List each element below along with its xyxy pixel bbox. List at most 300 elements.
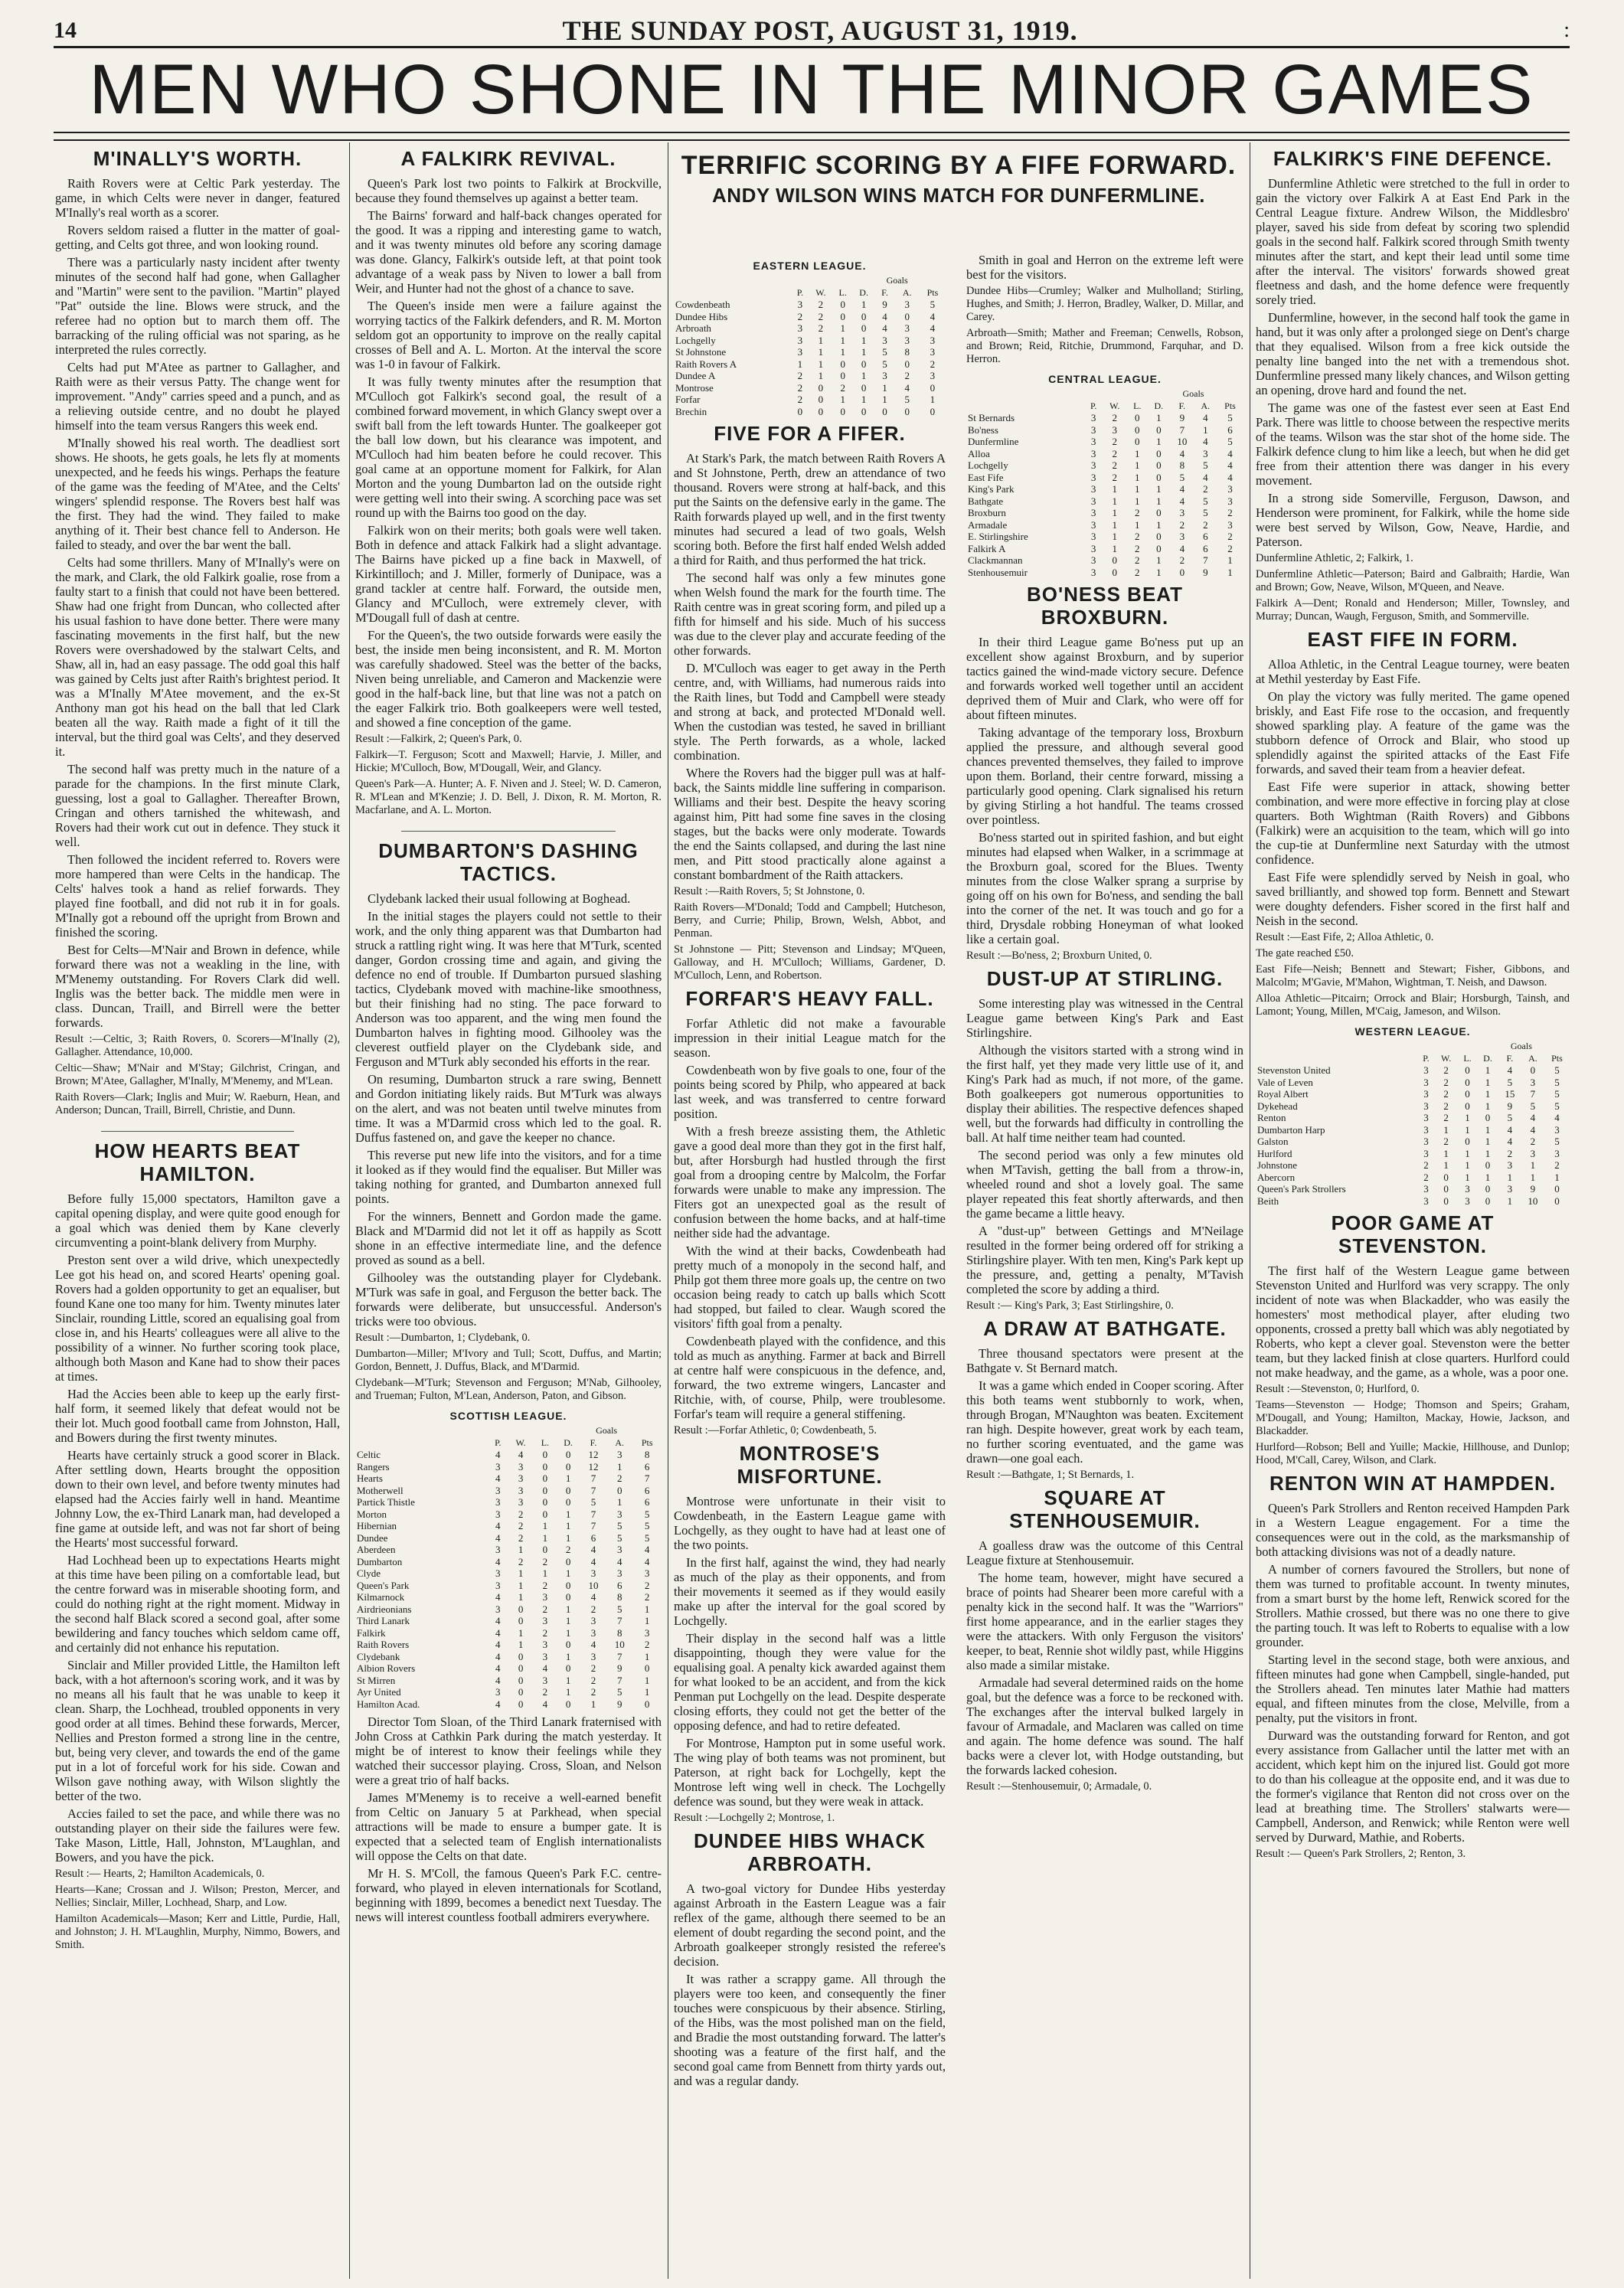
stat-cell: 2 — [1112, 436, 1118, 447]
table-goals-caption-row — [1256, 1041, 1570, 1053]
stat-cell: 3 — [518, 1472, 524, 1484]
stat-cell: 1 — [1485, 1136, 1491, 1147]
stat-cell: 1 — [1156, 566, 1162, 578]
stat-cell: 0 — [930, 381, 936, 394]
stat-cell: 0 — [840, 405, 845, 417]
league-table-title: WESTERN LEAGUE. — [1354, 1025, 1471, 1038]
stat-cell: 0 — [1112, 554, 1118, 566]
table-header-cell: D. — [1483, 1052, 1492, 1064]
stat-cell: 1 — [518, 1544, 524, 1555]
paragraph: On resuming, Dumbarton struck a rare swing, Bennett and Gordon initiating likely raids. But M'Turk was always on the alert, and was not beaten until twelve minutes from time. It was a M'Darmid cross which led to the goal. R. Duffus fastened on, and gave the keeper no chance. — [355, 1072, 662, 1145]
gate-note: The gate reached £50. — [1256, 947, 1354, 959]
stat-cell: 6 — [1203, 542, 1208, 554]
stat-cell: 1 — [1112, 507, 1118, 518]
stat-cell: 4 — [1530, 1112, 1536, 1123]
team-lineup: Dundee Hibs—Crumley; Walker and Mulholland; Stirling, Hughes, and Smith; J. Herron, Bradley, Walker, D. Millar, and Carey. — [966, 285, 1243, 323]
table-row — [674, 394, 946, 406]
stat-cell: 0 — [565, 1496, 571, 1508]
stat-cell: 2 — [818, 322, 824, 334]
team-lineup: Alloa Athletic—Pitcairn; Orrock and Blair; Horsburgh, Tainsh, and Lamont; Young, Millen, M'Caig, Jameson, and Wilson. — [1256, 992, 1570, 1018]
stat-cell: 0 — [861, 405, 867, 417]
table-header-cell: F. — [1178, 400, 1186, 411]
stat-cell: 1 — [1485, 1171, 1491, 1183]
central-league-table — [966, 388, 1243, 578]
stat-cell: 5 — [590, 1496, 596, 1508]
paragraph: Had the Accies been able to keep up the early first-half form, it seemed likely that defeat would not be their lot. Much good football came from Johnston, Hall, and Bowers during the first twenty minutes. — [55, 1387, 340, 1445]
stat-cell: 1 — [840, 322, 845, 334]
stat-cell: 0 — [930, 405, 936, 417]
stat-cell: 4 — [495, 1639, 501, 1650]
match-result: Result :—Bo'ness, 2; Broxburn United, 0. — [966, 950, 1152, 962]
stat-cell: 1 — [565, 1615, 571, 1626]
table-row — [966, 472, 1243, 484]
table-row — [966, 554, 1243, 567]
stat-cell: 5 — [644, 1520, 650, 1531]
match-result: Result :— Queen's Park Strollers, 2; Renton, 3. — [1256, 1848, 1466, 1860]
team-name-cell: Hibernian — [357, 1520, 397, 1531]
stat-cell: 1 — [1465, 1147, 1470, 1159]
paragraph: Preston sent over a wild drive, which unexpectedly Lee got his head on, and scored Hearts' opening goal. Rovers had a golden opportunity to get an equaliser, but found Kane one too many for him. Twenty minutes later Sinclair, rounding Little, scored an equalising goal from close in, and his Hearts' colleagues were all alive to the possibility of a winner. No further scoring took place, although both Mason and Kane had to show their paces at times. — [55, 1253, 340, 1384]
stat-cell: 0 — [861, 358, 867, 370]
stat-cell: 4 — [495, 1650, 501, 1662]
table-header-cell: L. — [1463, 1052, 1472, 1064]
stat-cell: 5 — [1554, 1076, 1560, 1088]
stat-cell: 0 — [861, 322, 867, 334]
stat-cell: 7 — [590, 1472, 596, 1484]
table-row — [1256, 1148, 1570, 1160]
paragraph: It was rather a scrappy game. All through the players were too keen, and consequently the finer touches were conspicuous by their absence. Stirling, of the Hibs, was the most polished man on the field, and Bradie the most outstanding forward. The latter's shooting was a feature of the first half, and the second goal came from Bennett from thirty yards out, and was a regular dandy. — [674, 1972, 946, 2088]
stat-cell: 0 — [818, 405, 824, 417]
stat-cell: 1 — [1485, 1076, 1491, 1088]
column-divider — [349, 142, 350, 2279]
paragraph: Smith in goal and Herron on the extreme left were best for the visitors. — [966, 253, 1243, 282]
team-name-cell: Partick Thistle — [357, 1496, 415, 1508]
stat-cell: 1 — [818, 334, 824, 346]
table-blank-cell — [355, 1425, 580, 1437]
table-row — [1256, 1172, 1570, 1184]
stat-cell: 3 — [1090, 447, 1096, 459]
stat-cell: 1 — [1112, 518, 1118, 531]
stat-cell: 5 — [644, 1508, 650, 1520]
article-subheading: ANDY WILSON WINS MATCH FOR DUNFERMLINE. — [712, 184, 1205, 207]
table-row — [674, 382, 946, 394]
article-heading: A DRAW AT BATHGATE. — [983, 1317, 1227, 1340]
stat-cell: 2 — [1443, 1064, 1449, 1076]
paragraph: Dunfermline, however, in the second half took the game in hand, but it was only after a prolonged siege on Dent's charge that they equalised. Wilson from a free kick outside the penalty line banged into the net with a tremendous shot. Dunfermline pressed many likely chances, and Wilson getting an opening, drove hard and found the net. — [1256, 310, 1570, 397]
table-row — [674, 335, 946, 347]
team-name-cell: Renton — [1257, 1112, 1286, 1123]
stat-cell: 5 — [616, 1603, 622, 1615]
stat-cell: 10 — [588, 1579, 599, 1591]
table-goals-label: Goals — [1510, 1041, 1532, 1051]
table-header-cell: L. — [1133, 400, 1142, 411]
team-lineup: East Fife—Neish; Bennett and Stewart; Fisher, Gibbons, and Malcolm; M'Gavie, M'Mahon, Wightman, T. Neish, and Dawson. — [1256, 963, 1570, 989]
stat-cell: 0 — [565, 1449, 571, 1460]
team-lineup: Raith Rovers—M'Donald; Todd and Campbell; Hutcheson, Berry, and Currie; Philip, Brown, Welsh, Abbot, and Penman. — [674, 901, 946, 940]
paragraph: A "dust-up" between Gettings and M'Neilage resulted in the former being ordered off for striking a Stirlingshire player. With ten men, King's Park kept up the pressure, and, getting a penalty, M'Tavish completed the score by adding a third. — [966, 1224, 1243, 1296]
paragraph: At Stark's Park, the match between Raith Rovers A and St Johnstone, Perth, drew an attendance of two thousand. Rovers were strong at half-back, and this put the Saints on the defensive early in the game. The Raith forwards played up well, and in the first twenty minutes had secured a lead of two goals, Welsh scoring both. Before the first half ended Welsh added a third for Raith, and thus performed the hat trick. — [674, 451, 946, 567]
paragraph: Clydebank lacked their usual following at Boghead. — [368, 891, 631, 906]
stat-cell: 3 — [1423, 1123, 1429, 1136]
stat-cell: 3 — [616, 1544, 622, 1555]
paragraph: Rovers seldom raised a flutter in the matter of goal-getting, and Celts got three, and won looking round. — [55, 223, 340, 252]
paragraph: Celts had some thrillers. Many of M'Inally's were on the mark, and Clark, the old Falkirk goalie, rose from a faulty start to a finish that could not have been bettered. Shaw had one fright from Duncan, who collected after his usual fashion to have done better. There were many fascinating movements in the first half, but the new Rovers were overshadowed by the stalwart Celts, and Shaw, all in, had an easy passage. The odd goal this half was gained by Celts just after Raith's brightest period. It was a M'Inally M'Atee movement, and the ex-St Anthony man got his head on the ball that led Clark beaten all the way. Raith made a fight of it till the interval, but the third goal was Celts', and they deserved it. — [55, 555, 340, 759]
stat-cell: 4 — [542, 1662, 548, 1674]
stat-cell: 3 — [495, 1508, 501, 1520]
stat-cell: 3 — [1112, 423, 1118, 436]
stat-cell: 4 — [590, 1591, 596, 1603]
stat-cell: 3 — [797, 322, 803, 334]
stat-cell: 2 — [1179, 518, 1185, 531]
stat-cell: 3 — [644, 1567, 650, 1579]
stat-cell: 2 — [590, 1603, 596, 1615]
match-result: Result :— King's Park, 3; East Stirlingshire, 0. — [966, 1299, 1174, 1312]
stat-cell: 1 — [1485, 1100, 1491, 1112]
table-goals-caption-row — [355, 1425, 662, 1437]
stat-cell: 0 — [840, 358, 845, 370]
paragraph: Queen's Park Strollers and Renton received Hampden Park in a Western League engagement. For a time the consequences were out in the cold, as the marksmanship of both attacking divisions was not of a deadly nature. — [1256, 1501, 1570, 1559]
stat-cell: 1 — [1443, 1159, 1449, 1171]
stat-cell: 0 — [904, 310, 910, 322]
stat-cell: 2 — [518, 1508, 524, 1520]
stat-cell: 3 — [1203, 447, 1208, 459]
table-header-cell: A. — [615, 1437, 625, 1448]
stat-cell: 4 — [1179, 495, 1185, 507]
stat-cell: 5 — [1554, 1100, 1560, 1112]
stat-cell: 0 — [1156, 459, 1162, 471]
stat-cell: 3 — [797, 334, 803, 346]
stat-cell: 1 — [1507, 1171, 1513, 1183]
stat-cell: 4 — [590, 1639, 596, 1650]
stat-cell: 3 — [1423, 1183, 1429, 1195]
stat-cell: 1 — [1485, 1147, 1491, 1159]
stat-cell: 3 — [1090, 483, 1096, 495]
stat-cell: 3 — [882, 334, 887, 346]
stat-cell: 4 — [616, 1555, 622, 1567]
paragraph: The game was one of the fastest ever seen at East End Park. There was little to choose between the respective merits of the teams. Wilson was the star shot of the home side. The Falkirk defence clung to him like a leech, but when he did get free from their attention there was danger in his every movement. — [1256, 400, 1570, 488]
table-row — [1256, 1183, 1570, 1195]
paragraph: Best for Celts—M'Nair and Brown in defence, while forward there was not a weakling in the line, with M'Menemy outstanding. For Rovers Clark did well. Inglis was the better back. The middle men were in class. Duncan, Traill, and Birrell were the better forwards. — [55, 943, 340, 1030]
stat-cell: 7 — [616, 1615, 622, 1626]
table-goals-label: Goals — [1182, 388, 1204, 399]
stat-cell: 2 — [644, 1639, 650, 1650]
table-row — [355, 1603, 662, 1616]
stat-cell: 1 — [1156, 412, 1162, 423]
stat-cell: 4 — [882, 322, 887, 334]
stat-cell: 3 — [1507, 1183, 1513, 1195]
stat-cell: 7 — [1179, 423, 1185, 436]
match-result: Result :—Falkirk, 2; Queen's Park, 0. — [355, 733, 522, 745]
table-row — [674, 346, 946, 358]
stat-cell: 3 — [1423, 1088, 1429, 1100]
stat-cell: 7 — [590, 1484, 596, 1496]
stat-cell: 2 — [1554, 1159, 1560, 1171]
stat-cell: 3 — [542, 1650, 548, 1662]
stat-cell: 0 — [1485, 1183, 1491, 1195]
stat-cell: 9 — [1530, 1183, 1536, 1195]
stat-cell: 1 — [861, 334, 867, 346]
stat-cell: 2 — [930, 358, 936, 370]
team-name-cell: Raith Rovers — [357, 1639, 410, 1650]
stat-cell: 3 — [882, 370, 887, 381]
stat-cell: 0 — [818, 381, 824, 394]
stat-cell: 9 — [1179, 412, 1185, 423]
stat-cell: 0 — [1156, 507, 1162, 518]
league-table-title: SCOTTISH LEAGUE. — [449, 1410, 567, 1422]
stat-cell: 3 — [495, 1579, 501, 1591]
table-header-cell: Pts — [1551, 1052, 1563, 1064]
paragraph: Cowdenbeath won by five goals to one, four of the points being scored by Philp, who appeared at back last week, and was transferred to centre forward position. — [674, 1063, 946, 1121]
stat-cell: 3 — [1554, 1147, 1560, 1159]
page-number: 14 — [54, 18, 77, 43]
stat-cell: 2 — [590, 1674, 596, 1686]
stat-cell: 0 — [565, 1460, 571, 1472]
stat-cell: 3 — [1227, 495, 1233, 507]
stat-cell: 0 — [542, 1544, 548, 1555]
stat-cell: 1 — [1554, 1171, 1560, 1183]
stat-cell: 1 — [1156, 554, 1162, 566]
stat-cell: 7 — [616, 1650, 622, 1662]
paragraph: Cowdenbeath played with the confidence, and this told as much as anything. Farmer at back and Birrell at centre half were conspicuous in the defence, and, forward, the two extreme wingers, Lancaster and Ritchie, with, of course, Philp, were troublesome. Forfar's team will require a general stiffening. — [674, 1334, 946, 1421]
table-header-cell: F. — [1506, 1052, 1514, 1064]
stat-cell: 3 — [1227, 483, 1233, 495]
paragraph: Their display in the second half was a little disappointing, though they were value for the equalising goal. A penalty kick awarded against them for what looked to be an accident, and from the kick Penman put Lochgelly on the lead. Despite desperate closing efforts, they could not get the better of the opposing defence, and had to retire defeated. — [674, 1631, 946, 1733]
team-lineup: Dunfermline Athletic—Paterson; Baird and Galbraith; Hardie, Wan and Brown; Gow, Neave, Wilson, M'Queen, and Neave. — [1256, 568, 1570, 593]
stat-cell: 2 — [1203, 518, 1208, 531]
match-result: Result :—Forfar Athletic, 0; Cowdenbeath, 5. — [674, 1424, 877, 1437]
stat-cell: 2 — [797, 381, 803, 394]
stat-cell: 3 — [1090, 554, 1096, 566]
table-row — [966, 448, 1243, 460]
stat-cell: 5 — [882, 346, 887, 358]
team-name-cell: Hurlford — [1257, 1147, 1292, 1159]
stat-cell: 10 — [1528, 1195, 1538, 1207]
team-lineup: Hurlford—Robson; Bell and Yuille; Mackie, Hillhouse, and Dunlop; Hood, M'Call, Carey, Wilson, and Clark. — [1256, 1441, 1570, 1466]
stat-cell: 4 — [495, 1591, 501, 1603]
stat-cell: 1 — [518, 1591, 524, 1603]
stat-cell: 4 — [495, 1615, 501, 1626]
stat-cell: 2 — [1530, 1136, 1536, 1147]
stat-cell: 1 — [818, 370, 824, 381]
stat-cell: 4 — [1530, 1123, 1536, 1136]
paragraph: Hearts have certainly struck a good scorer in Black. After settling down, Hearts brought the opposition down to their own level, and before twenty minutes had elapsed had the Accies fairly well in hand. Meantime Johnny Low, the ex-Third Lanark man, had developed a fine game at outside left, and was not far short of being the Hearts' most successful forward. — [55, 1448, 340, 1550]
stat-cell: 4 — [904, 381, 910, 394]
match-result: Result :—Lochgelly 2; Montrose, 1. — [674, 1812, 835, 1824]
table-row — [355, 1485, 662, 1497]
paragraph: Had Lochhead been up to expectations Hearts might at this time have been piling on a comfortable lead, but the centre forward was in miserable shooting form, and could do nothing right at the right moment. Midway in the second half Black scored a second goal, after some bewildering and fancy touches which seldom came off, and certainly did not enhance his reputation. — [55, 1553, 340, 1655]
article-heading: HOW HEARTS BEAT HAMILTON. — [94, 1139, 301, 1185]
team-name-cell: Kilmarnock — [357, 1591, 405, 1603]
stat-cell: 5 — [930, 299, 936, 310]
table-row — [355, 1496, 662, 1508]
paragraph: A number of corners favoured the Strollers, but none of them was turned to profitable account. In twenty minutes, from a smart burst by the home left, Renwick scored for the Strollers. Mathie crossed, but there was no one there to give the parting touch. It was left to Roberts to equalise with a low grounder. — [1256, 1562, 1570, 1649]
team-lineup: St Johnstone — Pitt; Stevenson and Lindsay; M'Queen, Galloway, and H. M'Culloch; Williams, Gardener, D. M'Culloch, Lenn, and Robertson. — [674, 943, 946, 982]
stat-cell: 2 — [1423, 1171, 1429, 1183]
team-name-cell: Dundee — [357, 1531, 388, 1544]
stat-cell: 3 — [495, 1567, 501, 1579]
paragraph: East Fife were superior in attack, showing better combination, and were more effective in forcing play at close quarters. Both Wightman (Raith Rovers) and Gibbons (Falkirk) were an acquisition to the team, which will go into the cup-tie at Dunfermline next Saturday with the utmost confidence. — [1256, 780, 1570, 867]
stat-cell: 2 — [518, 1531, 524, 1544]
stat-cell: 1 — [590, 1698, 596, 1710]
table-header-team — [355, 1437, 489, 1450]
stat-cell: 0 — [1443, 1183, 1449, 1195]
table-row — [1256, 1112, 1570, 1124]
team-name-cell: Galston — [1257, 1136, 1289, 1147]
stat-cell: 0 — [1135, 436, 1140, 447]
team-name-cell: Hamilton Acad. — [357, 1698, 420, 1710]
match-result: Result :—Bathgate, 1; St Bernards, 1. — [966, 1469, 1135, 1481]
stat-cell: 4 — [930, 310, 936, 322]
team-name-cell: Dunfermline — [968, 436, 1019, 447]
league-table-title: CENTRAL LEAGUE. — [1048, 373, 1162, 385]
stat-cell: 1 — [1530, 1171, 1536, 1183]
paragraph: Sinclair and Miller provided Little, the Hamilton left back, with a hot afternoon's scoring work, and it was by no means all his fault that he was unable to keep it clean. Sharp, the Lochhead, troubled opponents in very good order at all times. Behind these forwards, Mercer, Nellies and Preston formed a strong line in the centre, but, being very clever, and towards the end of the game put in a lot of forceful work for his side. Cowan and Wilson gave nothing away, with Wilson slightly the better of the two. — [55, 1658, 340, 1803]
western-league-table — [1256, 1041, 1570, 1207]
table-header-team — [966, 400, 1085, 413]
table-header-row — [1256, 1053, 1570, 1065]
paragraph: Before fully 15,000 spectators, Hamilton gave a capital opening display, and were quite good enough for a goal which was denied them by Kane cleverly circumventing a point-blank delivery from Murphy. — [55, 1191, 340, 1250]
league-table-title: EASTERN LEAGUE. — [753, 260, 867, 272]
match-result: Result :—Dumbarton, 1; Clydebank, 0. — [355, 1332, 531, 1344]
table-row — [674, 311, 946, 323]
stat-cell: 3 — [1090, 412, 1096, 423]
table-row — [1256, 1136, 1570, 1148]
paragraph: The home team, however, might have secured a brace of points had Shearer been more careful with a penalty kick in the second half. It was the "Warriors" first home appearance, and in the earlier stages they were the attackers. With only Ferguson the visitors' keeper, to beat, Rennie shot wildly past, while Higgins also made a similar mistake. — [966, 1571, 1243, 1672]
table-row — [966, 459, 1243, 472]
scottish-league-table — [355, 1425, 662, 1710]
stat-cell: 1 — [1156, 436, 1162, 447]
team-name-cell: Clackmannan — [968, 554, 1023, 566]
stat-cell: 2 — [1135, 507, 1140, 518]
paragraph: Bo'ness started out in spirited fashion, and but eight minutes had elapsed when Walker, in a scrimmage at the Broxburn goal, scored for the Blues. Twenty minutes from the close Walker sprang a surprise by going off on his own for Bo'ness, and sending the ball into the corner of the net. It was touch and go for a third, Drysdale robbing Honeyman of what looked like a certain goal. — [966, 830, 1243, 946]
stat-cell: 2 — [818, 310, 824, 322]
team-lineup: Celtic—Shaw; M'Nair and M'Stay; Gilchrist, Cringan, and Brown; M'Atee, Gallagher, M'Inally, M'Menemy, and M'Lean. — [55, 1062, 340, 1087]
stat-cell: 2 — [1443, 1088, 1449, 1100]
stat-cell: 3 — [1507, 1159, 1513, 1171]
stat-cell: 1 — [644, 1603, 650, 1615]
table-header-row — [355, 1437, 662, 1450]
stat-cell: 2 — [542, 1579, 548, 1591]
table-row — [355, 1639, 662, 1651]
article-heading: RENTON WIN AT HAMPDEN. — [1269, 1472, 1556, 1495]
stat-cell: 2 — [1423, 1159, 1429, 1171]
table-header-cell: Pts — [926, 286, 939, 298]
table-row — [355, 1698, 662, 1711]
stat-cell: 0 — [797, 405, 803, 417]
stat-cell: 12 — [588, 1449, 599, 1460]
paragraph: For the winners, Bennett and Gordon made the game. Black and M'Darmid did not let it off as happily as Scott shone in an effective intermediate line, and the defence proved as sound as a bell. — [355, 1209, 662, 1267]
stat-cell: 3 — [616, 1449, 622, 1460]
team-lineup: Arbroath—Smith; Mather and Freeman; Cenwells, Robson, and Brown; Reid, Ritchie, Drummond, Farquhar, and D. Herron. — [966, 327, 1243, 365]
stat-cell: 4 — [590, 1555, 596, 1567]
paragraph: Although the visitors started with a strong wind in the first half, yet they made very little use of it, and King's Park had as much, if not more, of the game. Both goalkeepers got numerous opportunities to display their abilities. The respective defences shaped well, but the forwards had difficulty in controlling the ball. At half time neither team had counted. — [966, 1043, 1243, 1145]
stat-cell: 2 — [542, 1603, 548, 1615]
stat-cell: 3 — [1423, 1064, 1429, 1076]
stat-cell: 2 — [1227, 507, 1233, 518]
stat-cell: 3 — [542, 1591, 548, 1603]
stat-cell: 2 — [840, 381, 845, 394]
stat-cell: 4 — [1554, 1112, 1560, 1123]
team-name-cell: Lochgelly — [675, 334, 716, 346]
stat-cell: 3 — [1090, 459, 1096, 471]
stat-cell: 3 — [518, 1496, 524, 1508]
article-heading: POOR GAME AT STEVENSTON. — [1331, 1211, 1495, 1257]
table-header-cell: D. — [1154, 400, 1164, 411]
team-name-cell: Aberdeen — [357, 1544, 396, 1555]
table-header-cell: L. — [838, 286, 847, 298]
team-name-cell: Celtic — [357, 1449, 381, 1460]
team-name-cell: Dumbarton Harp — [1257, 1123, 1325, 1136]
stat-cell: 1 — [930, 394, 936, 405]
table-header-cell: P. — [796, 286, 804, 298]
paragraph: Accies failed to set the pace, and while there was no outstanding player on their side the failures were few. Take Mason, Little, Hall, Johnston, M'Laughlan, and Bowers, and you have the pick. — [55, 1806, 340, 1865]
stat-cell: 3 — [1227, 518, 1233, 531]
stat-cell: 0 — [1135, 412, 1140, 423]
team-name-cell: Brechin — [675, 405, 707, 417]
page-headline: MEN WHO SHONE IN THE MINOR GAMES — [89, 51, 1534, 129]
stat-cell: 0 — [1465, 1100, 1470, 1112]
team-name-cell: Ayr United — [357, 1686, 401, 1698]
paragraph: Celts had put M'Atee as partner to Gallagher, and Raith were as their versus Patty. The change went for improvement. "Andy" carries speed and a punch, and as a relieving outside centre, and no doubt he played himself into the team versus Rangers this week end. — [55, 360, 340, 433]
paragraph: In a strong side Somerville, Ferguson, Dawson, and Henderson were prominent, for Falkirk, while the home side were best served by Wilson, Gow, Neave, Hardie, and Paterson. — [1256, 491, 1570, 549]
table-row — [355, 1615, 662, 1627]
table-header-cell: A. — [1528, 1052, 1537, 1064]
match-result: Dunfermline Athletic, 2; Falkirk, 1. — [1256, 552, 1413, 564]
stat-cell: 5 — [1203, 459, 1208, 471]
table-header-cell: A. — [902, 286, 912, 298]
team-name-cell: East Fife — [968, 471, 1004, 483]
stat-cell: 1 — [1112, 531, 1118, 542]
paragraph: This reverse put new life into the visitors, and for a time it looked as if they would find the equaliser. But Miller was taking nothing for granted, and Dumbarton annexed full points. — [355, 1148, 662, 1206]
stat-cell: 1 — [1465, 1171, 1470, 1183]
stat-cell: 4 — [1227, 459, 1233, 471]
team-name-cell: Motherwell — [357, 1484, 404, 1496]
stat-cell: 1 — [1135, 447, 1140, 459]
team-name-cell: Dumbarton — [357, 1555, 403, 1567]
stat-cell: 1 — [565, 1650, 571, 1662]
table-row — [1256, 1159, 1570, 1172]
paragraph: It was fully twenty minutes after the resumption that M'Culloch got Falkirk's second goal, the result of a combined forward movement, in which Glancy swept over a swift ball from the left towards Hunter. The goalkeeper got the ball low down, but his clearance was impotent, and M'Culloch had him beaten before he could recover. This goal came at an opportune moment for Falkirk, for Alan Morton and the young Dumbarton lad on the outside right were getting well into their swing. A scorching pace was set round up with the Bairns too good on the day. — [355, 374, 662, 520]
stat-cell: 1 — [1156, 518, 1162, 531]
stat-cell: 1 — [861, 346, 867, 358]
stat-cell: 2 — [1227, 542, 1233, 554]
stat-cell: 1 — [1112, 495, 1118, 507]
stat-cell: 2 — [797, 310, 803, 322]
stat-cell: 1 — [644, 1615, 650, 1626]
stat-cell: 5 — [1507, 1076, 1513, 1088]
table-row — [966, 495, 1243, 508]
stat-cell: 4 — [644, 1555, 650, 1567]
stat-cell: 2 — [1443, 1136, 1449, 1147]
stat-cell: 0 — [542, 1508, 548, 1520]
table-row — [674, 358, 946, 371]
stat-cell: 9 — [616, 1698, 622, 1710]
table-row — [355, 1520, 662, 1532]
stat-cell: 7 — [590, 1520, 596, 1531]
separator — [401, 822, 616, 832]
table-header-cell: P. — [495, 1437, 502, 1448]
stat-cell: 0 — [1156, 447, 1162, 459]
stat-cell: 2 — [1112, 459, 1118, 471]
stat-cell: 4 — [1507, 1123, 1513, 1136]
stat-cell: 2 — [1179, 554, 1185, 566]
stat-cell: 3 — [1423, 1100, 1429, 1112]
team-name-cell: Dykehead — [1257, 1100, 1298, 1112]
team-name-cell: Beith — [1257, 1195, 1279, 1207]
stat-cell: 10 — [1177, 436, 1188, 447]
stat-cell: 5 — [616, 1531, 622, 1544]
paragraph: Then followed the incident referred to. Rovers were more hampered than were Celts in the handicap. The Celts' halves took a hand as relief forwards. They played fine football, and did not rub it in for goals. M'Inally got a rebound off the upright from Brown and finished the scoring. — [55, 852, 340, 940]
